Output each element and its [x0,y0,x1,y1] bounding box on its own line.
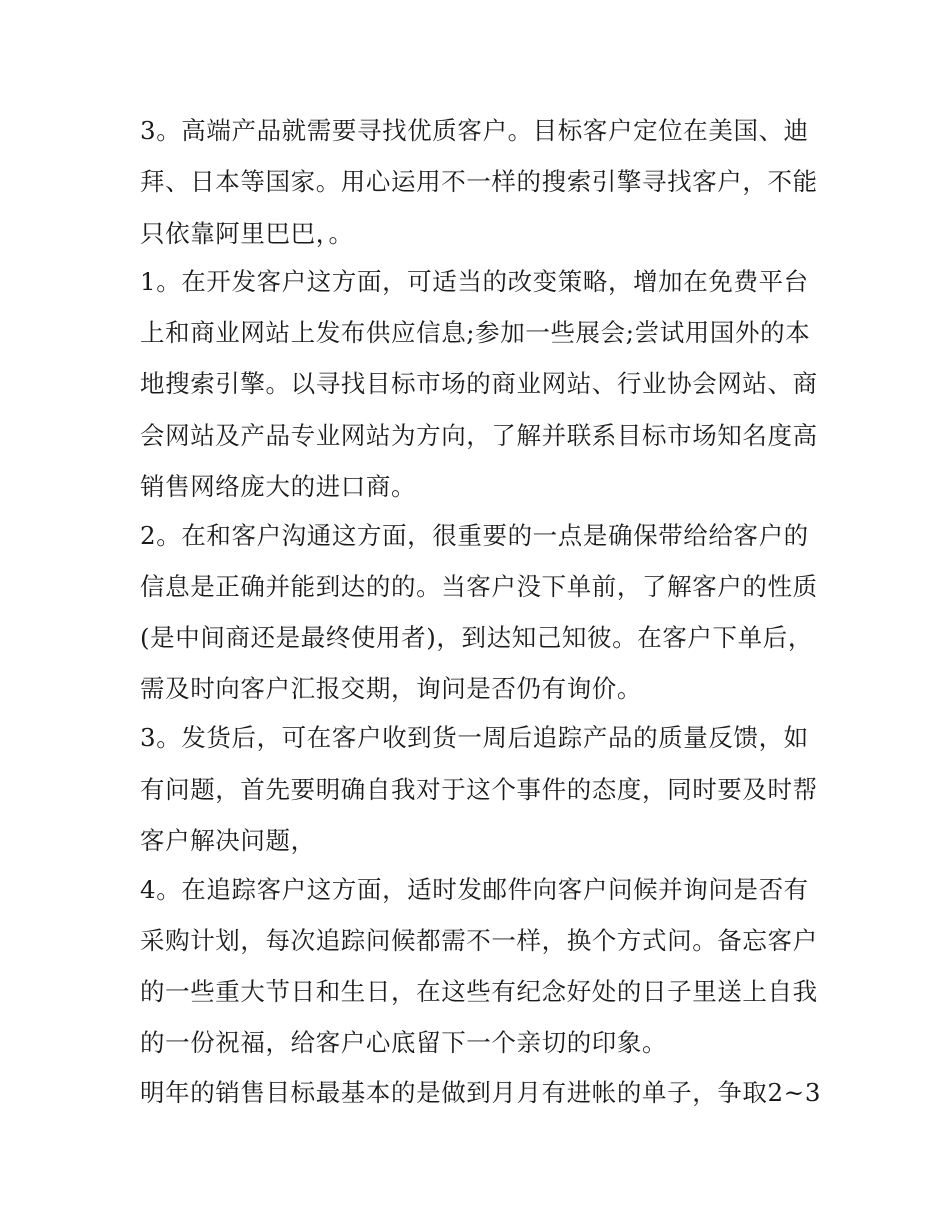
text-line-12: 需及时向客户汇报交期，询问是否仍有询价。 [140,674,642,703]
text-line-17: 采购计划，每次追踪问候都需不一样，换个方式问。备忘客户 [140,926,818,955]
text-line-15: 客户解决问题， [140,826,316,855]
text-line-4: 1。在开发客户这方面，可适当的改变策略，增加在免费平台 [140,267,809,296]
text-line-3: 只依靠阿里巴巴，。 [140,219,354,248]
text-line-8: 销售网络庞大的进口商。 [140,472,417,501]
text-line-9: 2。在和客户沟通这方面，很重要的一点是确保带给给客户的 [140,521,809,550]
text-line-5: 上和商业网站上发布供应信息;参加一些展会;尝试用国外的本 [140,318,811,347]
text-line-16: 4。在追踪客户这方面，适时发邮件向客户问候并询问是否有 [140,875,809,904]
text-line-7: 会网站及产品专业网站为方向，了解并联系目标市场知名度高 [140,421,818,450]
text-line-18: 的一些重大节日和生日，在这些有纪念好处的日子里送上自我 [140,977,818,1006]
text-line-13: 3。发货后，可在客户收到货一周后追踪产品的质量反馈，如 [140,723,809,752]
text-line-10: 信息是正确并能到达的的。当客户没下单前，了解客户的性质 [140,572,818,601]
text-line-14: 有问题，首先要明确自我对于这个事件的态度，同时要及时帮 [140,775,818,804]
text-line-19: 的一份祝福，给客户心底留下一个亲切的印象。 [140,1028,668,1057]
text-line-6: 地搜索引擎。以寻找目标市场的商业网站、行业协会网站、商 [140,369,818,398]
text-line-20: 明年的销售目标最基本的是做到月月有进帐的单子，争取2~3 [140,1078,822,1107]
text-line-1: 3。高端产品就需要寻找优质客户。目标客户定位在美国、迪 [140,116,809,145]
text-line-2: 拜、日本等国家。用心运用不一样的搜索引擎寻找客户，不能 [140,167,818,196]
text-line-11: (是中间商还是最终使用者)，到达知己知彼。在客户下单后， [140,623,813,652]
